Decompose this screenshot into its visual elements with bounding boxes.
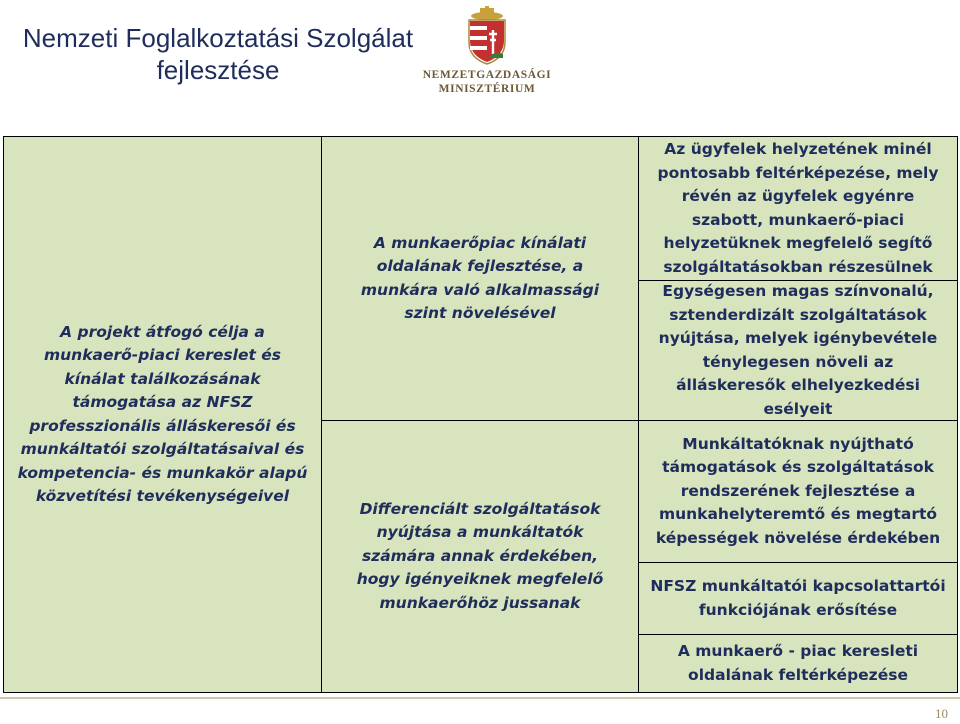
page-number: 10 <box>935 706 948 721</box>
right-box-demand-mapping-text: A munkaerő - piac keresleti oldalának feltérképezése <box>677 642 919 684</box>
ministry-logo <box>412 6 562 102</box>
middle-box-employers-text: Differenciált szolgáltatások nyújtása a munkáltatók számára annak érdekében, hogy igényeiknek megfelelő munkaerőhöz jussanak <box>356 499 604 612</box>
right-box-employer-contact-text: NFSZ munkáltatói kapcsolattartói funkciójának erősítése <box>650 577 946 619</box>
right-box-client-assessment-text: Az ügyfelek helyzetének minél pontosabb feltérképezése, mely révén az ügyfelek egyénre szabott, munkaerő-piaci helyzetüknek megfelelő segítő szolgáltatásokban részesülnek <box>657 140 939 276</box>
middle-box-employers <box>321 420 639 693</box>
right-box-demand-mapping <box>638 634 958 693</box>
right-box-standard-services-text: Egységesen magas színvonalú, sztenderdizált szolgáltatások nyújtása, melyek igénybevétele ténylegesen növeli az álláskeresők elhelyezkedési esélyeit <box>658 282 938 418</box>
goal-box <box>3 136 322 693</box>
middle-box-supply <box>321 136 639 421</box>
right-box-standard-services <box>638 280 958 421</box>
slide-title: Nemzeti Foglalkoztatási Szolgálat fejlesztése <box>22 23 414 85</box>
right-box-employer-support <box>638 420 958 563</box>
right-box-employer-contact <box>638 562 958 635</box>
hungarian-coat-of-arms-icon <box>462 6 512 66</box>
goal-text: A projekt átfogó célja a munkaerő-piaci kereslet és kínálat találkozásának támogatása az NFSZ professzionális álláskeresői és munkáltatói szolgáltatásaival és kompetencia- és munkakör alapú közvetítési tevékenységeivel <box>17 322 308 505</box>
ministry-name-line2: MINISZTÉRIUM <box>438 83 536 95</box>
ministry-name-line1: NEMZETGAZDASÁGI <box>422 69 552 81</box>
middle-box-supply-text: A munkaerőpiac kínálati oldalának fejlesztése, a munkára való alkalmassági szint növelésével <box>360 233 600 322</box>
right-box-employer-support-text: Munkáltatóknak nyújtható támogatások és szolgáltatások rendszerének fejlesztése a munkahelyteremtő és megtartó képességek növelése érdekében <box>655 434 941 547</box>
footer-divider <box>0 697 960 699</box>
right-box-client-assessment <box>638 136 958 281</box>
